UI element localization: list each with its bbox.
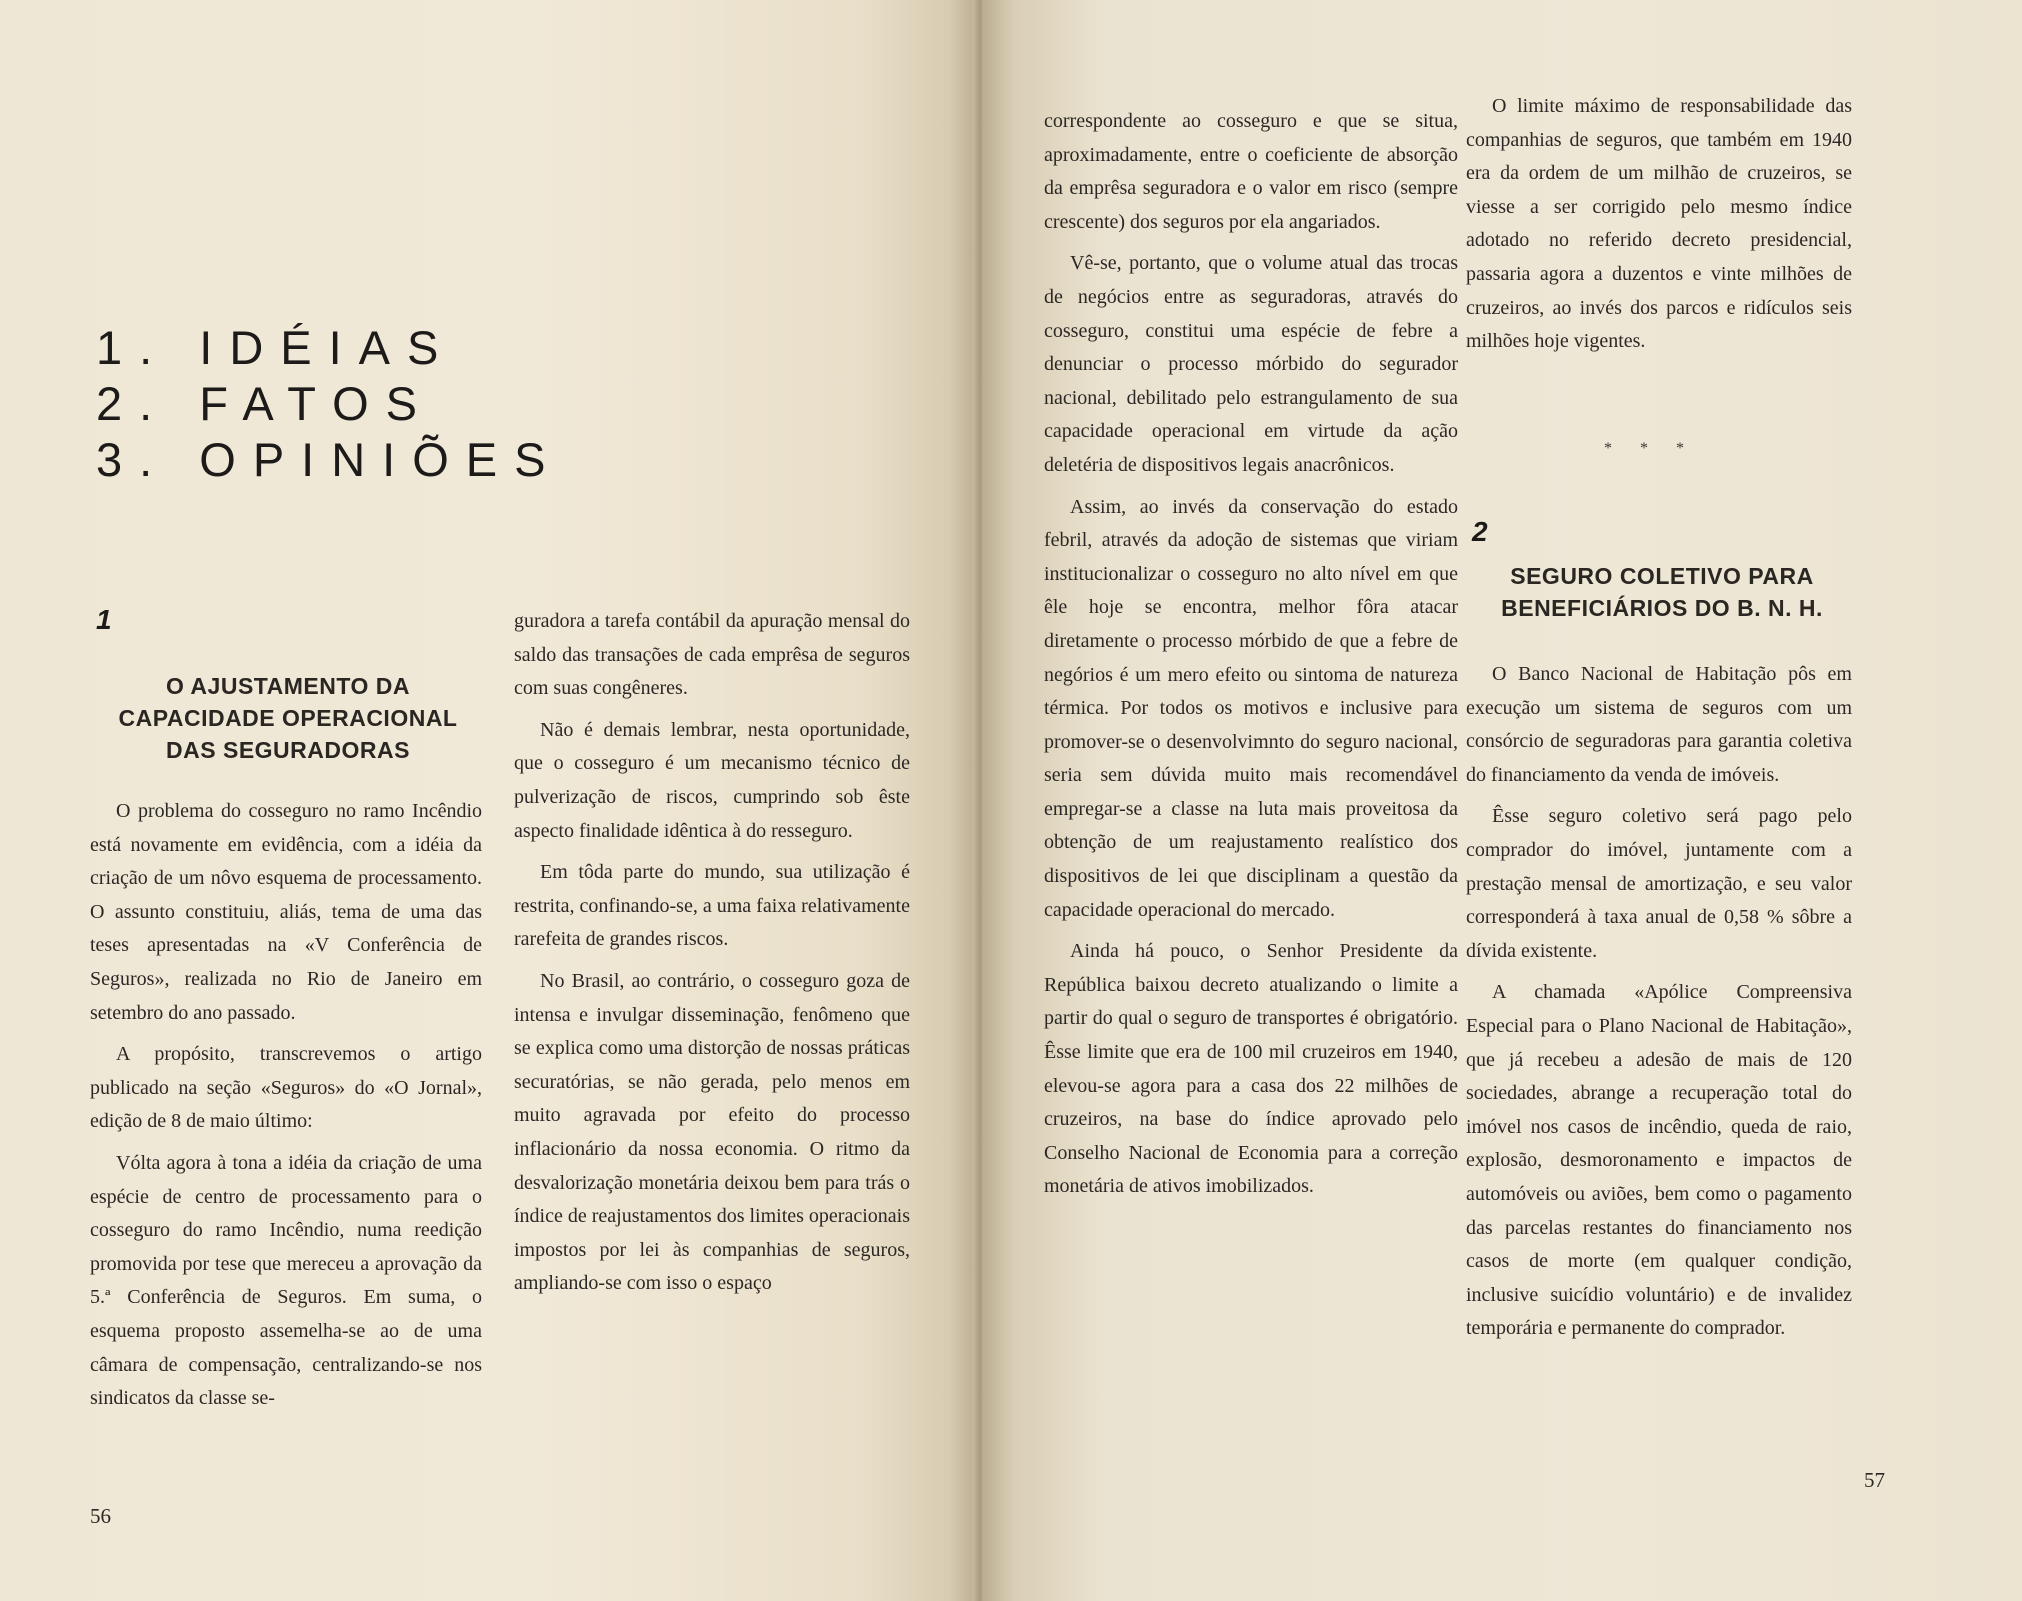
heading-line-opinioes: 3. OPINIÕES	[96, 433, 563, 486]
heading-line-fatos: 2. FATOS	[96, 377, 434, 430]
paragraph: guradora a tarefa contábil da apuração mensal do saldo das transações de cada emprêsa de seguros com suas congêneres.	[514, 610, 910, 700]
page-number-left: 56	[90, 1504, 111, 1528]
column-4-bottom	[1466, 658, 1852, 1354]
column-4-top	[1466, 90, 1852, 367]
section-title-2	[1466, 560, 1858, 624]
paragraph: Assim, ao invés da conservação do estado febril, através da adoção de sistemas que viriam institucionalizar o cosseguro no alto nível em que êle hoje se encontra, melhor fôra atacar diretamente o processo mórbido de que a febre de negórios é um mero efeito ou sintoma de natureza térmica. Por todos os motivos e inclusive para promover-se o desenvolvimnto do seguro nacional, seria sem dúvida muito mais recomendável empregar-se a classe na luta mais proveitosa da obtenção de um reajustamento realístico dos dispositivos de lei que disciplinam a questão da capacidade operacional do mercado.	[1044, 495, 1458, 921]
paragraph: O problema do cosseguro no ramo Incêndio está novamente em evidência, com a idéia da criação de um nôvo esquema de processamento. O assunto constituiu, aliás, tema de uma das teses apresentadas na «V Conferência de Seguros», realizada no Rio de Janeiro em setembro do ano passado.	[90, 800, 482, 1024]
paragraph: Em tôda parte do mundo, sua utilização é restrita, confinando-se, a uma faixa relativamente rarefeita de grandes riscos.	[514, 861, 910, 951]
paragraph: Êsse seguro coletivo será pago pelo comprador do imóvel, juntamente com a prestação mensal de amortização, e seu valor corresponderá à taxa anual de 0,58 % sôbre a dívida existente.	[1466, 805, 1852, 962]
section-title-1-line: CAPACIDADE OPERACIONAL	[118, 705, 458, 731]
column-1	[90, 795, 482, 1424]
paragraph: O Banco Nacional de Habitação pôs em execução um sistema de seguros com um consórcio de seguradoras para garantia coletiva do financiamento da venda de imóveis.	[1466, 663, 1852, 786]
section-number-1: 1	[96, 604, 112, 635]
heading-line-ideias: 1. IDÉIAS	[96, 321, 456, 374]
section-number-2: 2	[1472, 516, 1488, 547]
column-2	[514, 605, 910, 1309]
paragraph: Vólta agora à tona a idéia da criação de uma espécie de centro de processamento para o cosseguro do ramo Incêndio, numa reedição promovida por tese que mereceu a aprovação da 5.ª Conferência de Seguros. Em suma, o esquema proposto assemelha-se ao de uma câmara de compensação, centralizando-se nos sindicatos da classe se-	[90, 1151, 482, 1410]
paragraph: correspondente ao cosseguro e que se situa, aproximadamente, entre o coeficiente de absorção da emprêsa seguradora e o valor em risco (sempre crescente) dos seguros por ela angariados.	[1044, 110, 1458, 233]
section-separator: * * *	[1604, 440, 1696, 457]
section-title-1	[88, 670, 488, 766]
paragraph: O limite máximo de responsabilidade das companhias de seguros, que também em 1940 era da ordem de um milhão de cruzeiros, se viesse a ser corrigido pelo mesmo índice adotado no referido decreto presidencial, passaria agora a duzentos e vinte milhões de cruzeiros, ao invés dos parcos e ridículos seis milhões hoje vigentes.	[1466, 95, 1852, 353]
paragraph: Não é demais lembrar, nesta oportunidade, que o cosseguro é um mecanismo técnico de pulverização de riscos, cumprindo sob êste aspecto finalidade idêntica à do resseguro.	[514, 718, 910, 842]
page-number-right: 57	[1864, 1468, 1885, 1492]
paragraph: Ainda há pouco, o Senhor Presidente da República baixou decreto atualizando o limite a partir do qual o seguro de transportes é obrigatório. Êsse limite que era de 100 mil cruzeiros em 1940, elevou-se agora para a casa dos 22 milhões de cruzeiros, na base do índice aprovado pelo Conselho Nacional de Economia para a correção monetária de ativos imobilizados.	[1044, 940, 1458, 1198]
paragraph: A propósito, transcrevemos o artigo publicado na seção «Seguros» do «O Jornal», edição de 8 de maio último:	[90, 1043, 482, 1133]
paragraph: Vê-se, portanto, que o volume atual das trocas de negócios entre as seguradoras, através do cosseguro, constitui uma espécie de febre a denunciar o processo mórbido do segurador nacional, debilitado pelo estrangulamento de sua capacidade operacional em virtude da ação deletéria de dispositivos legais anacrônicos.	[1044, 252, 1458, 476]
section-title-2-line: SEGURO COLETIVO PARA	[1510, 563, 1814, 589]
paragraph: A chamada «Apólice Compreensiva Especial para o Plano Nacional de Habitação», que já recebeu a adesão de mais de 120 sociedades, abrange a recuperação total do imóvel nos casos de incêndio, queda de raio, explosão, desmoronamento e impactos de automóveis ou aviões, bem como o pagamento das parcelas restantes do financiamento nos casos de morte (em qualquer condição, inclusive suicídio voluntário) e de invalidez temporária e permanente do comprador.	[1466, 981, 1852, 1340]
main-heading	[96, 320, 563, 488]
section-title-2-line: BENEFICIÁRIOS DO B. N. H.	[1501, 595, 1823, 621]
column-3	[1044, 105, 1458, 1212]
paragraph: No Brasil, ao contrário, o cosseguro goza de intensa e invulgar disseminação, fenômeno que se explica como uma distorção de nossas práticas securatórias, se não gerada, pelo menos em muito agravada por efeito do processo inflacionário da nossa economia. O ritmo da desvalorização monetária deixou bem para trás o índice de reajustamentos dos limites operacionais impostos por lei às companhias de seguros, ampliando-se com isso o espaço	[514, 969, 910, 1295]
section-title-1-line: O AJUSTAMENTO DA	[166, 673, 410, 699]
section-title-1-line: DAS SEGURADORAS	[166, 737, 410, 763]
